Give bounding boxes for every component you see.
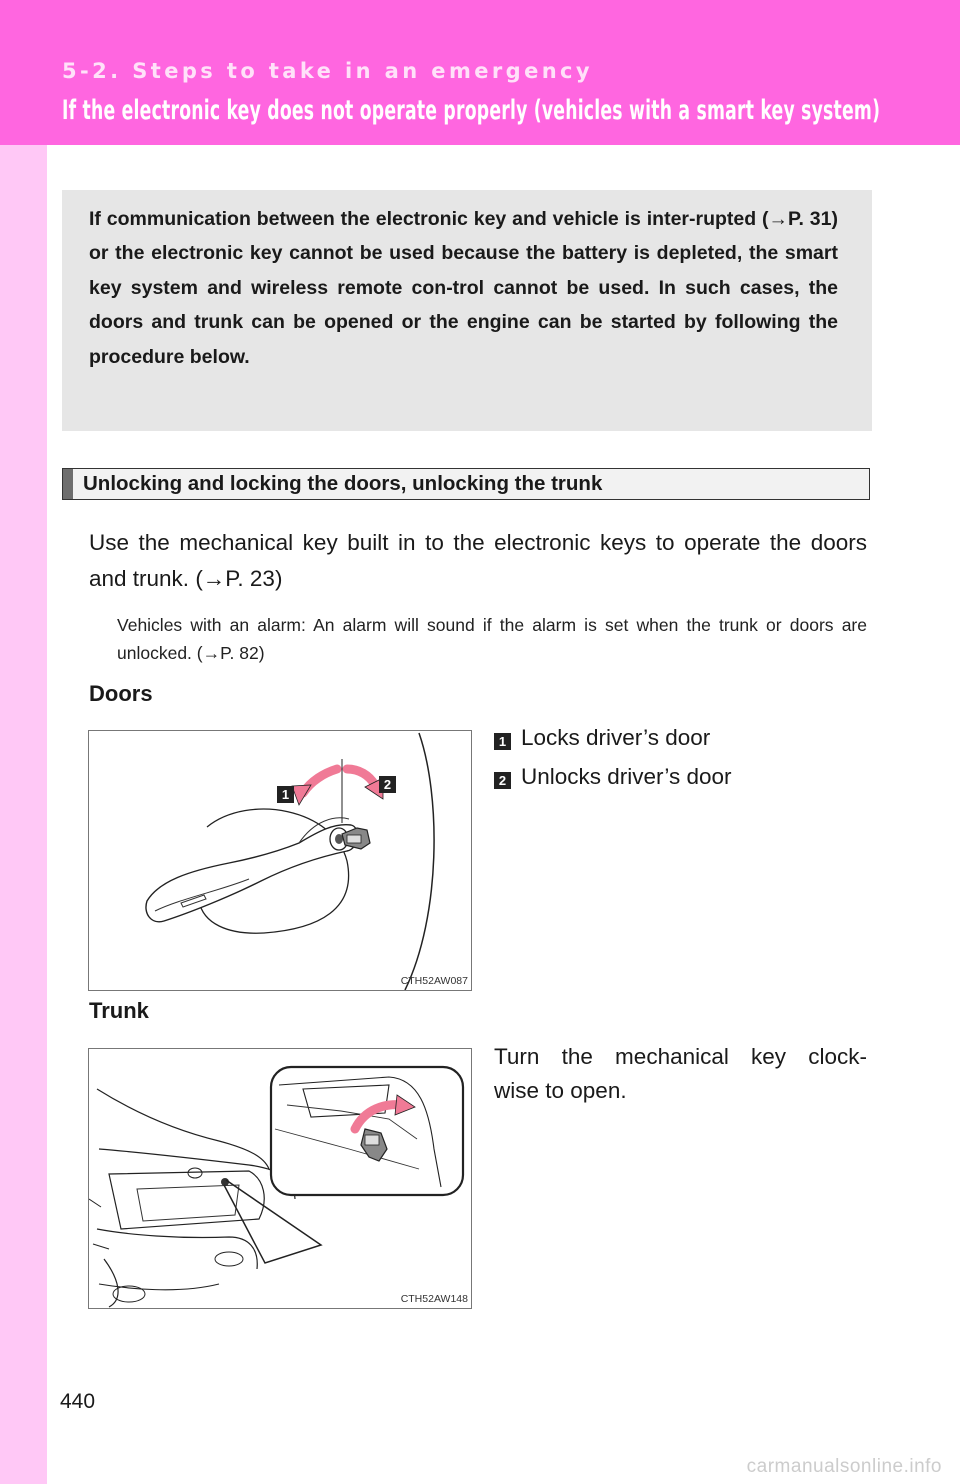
callout-lock: [494, 725, 710, 751]
section-heading-marker: [63, 469, 73, 499]
body-paragraph: Use the mechanical key built in to the electronic keys to operate the doors and trunk. (→P. 23): [89, 530, 867, 591]
callout-unlock-label: Unlocks driver’s door: [521, 764, 732, 789]
trunk-heading: Trunk: [89, 998, 149, 1023]
callout-lock-label: Locks driver’s door: [521, 725, 711, 750]
intro-text: If communication between the electronic key and vehicle is inter-rupted (→P. 31) or the electronic key cannot be used because the battery is depleted, the smart key system and wireless remote con-trol cannot be used. In such cases, the doors and trunk can be opened or the engine can be started by following the procedure below.: [89, 208, 838, 368]
header-band: [0, 0, 960, 145]
callout-number-1: 1: [494, 733, 511, 750]
page-number: 440: [60, 1390, 96, 1413]
trunk-figure-code: CTH52AW148: [400, 1293, 468, 1305]
trunk-figure: [88, 1048, 472, 1309]
page-title: If the electronic key does not operate properly (vehicles with a smart key system): [62, 95, 881, 126]
section-label: 5-2. Steps to take in an emergency: [62, 59, 593, 83]
trunk-caption-line-1: Turn the mechanical key clock-: [494, 1044, 867, 1069]
alarm-note: Vehicles with an alarm: An alarm will sound if the alarm is set when the trunk or doors are unlocked. (→P. 82): [117, 615, 867, 663]
door-handle-illustration: [89, 731, 472, 991]
door-figure-marker-2: 2: [383, 777, 392, 792]
door-figure-code: CTH52AW087: [400, 975, 468, 987]
section-heading-box: [62, 468, 870, 500]
door-figure-marker-1: 1: [281, 787, 290, 802]
callout-unlock: [494, 764, 732, 790]
door-handle-figure: [88, 730, 472, 991]
watermark: carmanualsonline.info: [746, 1456, 942, 1477]
callout-number-2: 2: [494, 772, 511, 789]
doors-heading: Doors: [89, 681, 153, 706]
trunk-caption-line-2: wise to open.: [494, 1078, 627, 1103]
intro-box: [62, 190, 872, 431]
section-heading: Unlocking and locking the doors, unlocking the trunk: [83, 472, 603, 495]
page-edge-strip: [0, 0, 47, 1484]
trunk-illustration: [89, 1049, 472, 1309]
